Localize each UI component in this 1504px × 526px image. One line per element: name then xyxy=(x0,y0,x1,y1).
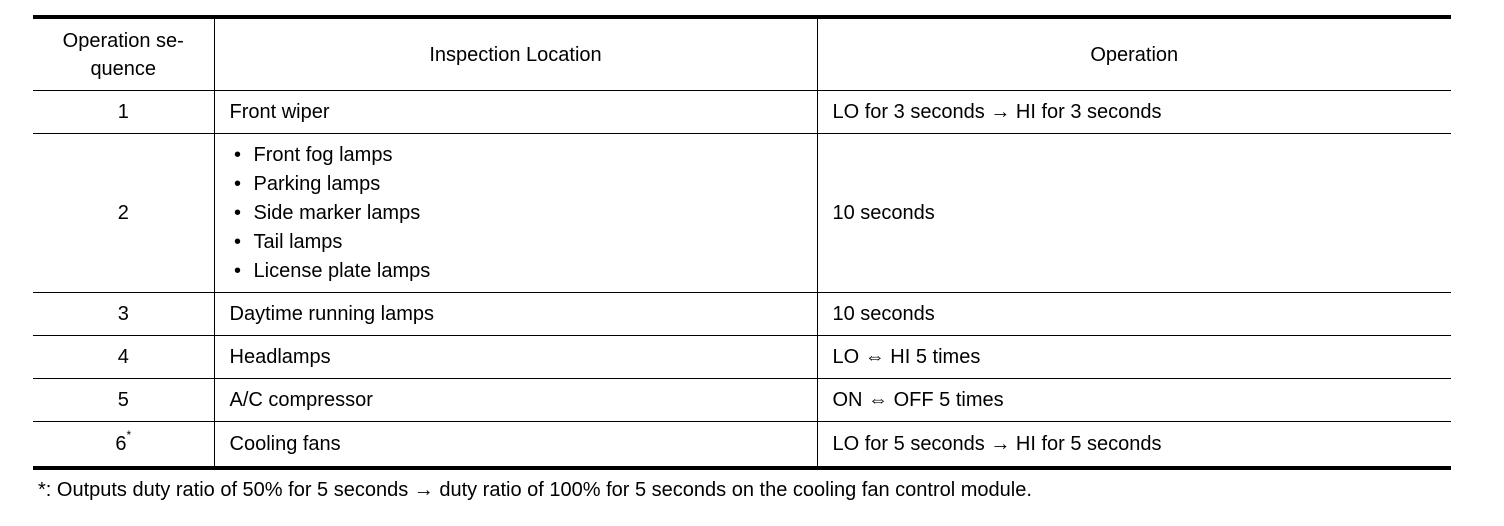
location-cell: Front wiper xyxy=(214,91,817,134)
sequence-number: 6 xyxy=(115,432,127,455)
sequence-cell xyxy=(33,336,214,379)
header-inspection-location: Inspection Location xyxy=(214,17,817,91)
bullet-icon: • xyxy=(233,201,241,224)
location-cell: Cooling fans xyxy=(214,422,817,469)
sequence-number: 5 xyxy=(117,388,129,411)
operation-cell: 10 seconds xyxy=(817,293,1451,336)
sequence-number: 1 xyxy=(117,100,129,123)
table-row xyxy=(33,336,1451,379)
bullet-icon: • xyxy=(233,172,241,195)
list-item-label: Side marker lamps xyxy=(253,201,421,224)
bullet-icon: • xyxy=(233,259,241,282)
table-row xyxy=(33,134,1451,293)
operation-cell: ON ⇔ OFF 5 times xyxy=(817,379,1451,422)
list-item-label: License plate lamps xyxy=(253,259,431,282)
sequence-cell xyxy=(33,134,214,293)
table-row xyxy=(33,379,1451,422)
operation-cell: 10 seconds xyxy=(817,134,1451,293)
table-row xyxy=(33,422,1451,469)
sequence-cell xyxy=(33,422,214,469)
sequence-cell xyxy=(33,293,214,336)
bullet-icon: • xyxy=(233,230,241,253)
table-row xyxy=(33,91,1451,134)
bullet-icon: • xyxy=(233,143,241,166)
list-item xyxy=(230,199,817,228)
list-item xyxy=(230,170,817,199)
operation-sequence-table xyxy=(33,15,1451,470)
list-item xyxy=(230,228,817,257)
header-operation-sequence: Operation se- quence xyxy=(33,17,214,91)
sequence-cell xyxy=(33,379,214,422)
sequence-cell xyxy=(33,91,214,134)
location-cell: Headlamps xyxy=(214,336,817,379)
list-item xyxy=(230,257,817,286)
operation-cell: LO for 3 seconds → HI for 3 seconds xyxy=(817,91,1451,134)
location-cell xyxy=(214,134,817,293)
location-cell: A/C compressor xyxy=(214,379,817,422)
sequence-number: 4 xyxy=(117,345,129,368)
footnote: *: Outputs duty ratio of 50% for 5 seconds → duty ratio of 100% for 5 seconds on the cooling fan control module. xyxy=(38,479,1032,501)
location-bullet-list xyxy=(230,141,817,286)
list-item-label: Tail lamps xyxy=(253,230,343,253)
list-item-label: Parking lamps xyxy=(253,172,381,195)
sequence-number: 2 xyxy=(117,201,129,224)
footnote-marker: * xyxy=(126,427,132,442)
list-item xyxy=(230,141,817,170)
operation-cell: LO ⇔ HI 5 times xyxy=(817,336,1451,379)
list-item-label: Front fog lamps xyxy=(253,143,393,166)
location-cell: Daytime running lamps xyxy=(214,293,817,336)
table-header-row xyxy=(33,17,1451,91)
sequence-number: 3 xyxy=(117,302,129,325)
table-row xyxy=(33,293,1451,336)
operation-cell: LO for 5 seconds → HI for 5 seconds xyxy=(817,422,1451,469)
header-operation: Operation xyxy=(817,17,1451,91)
